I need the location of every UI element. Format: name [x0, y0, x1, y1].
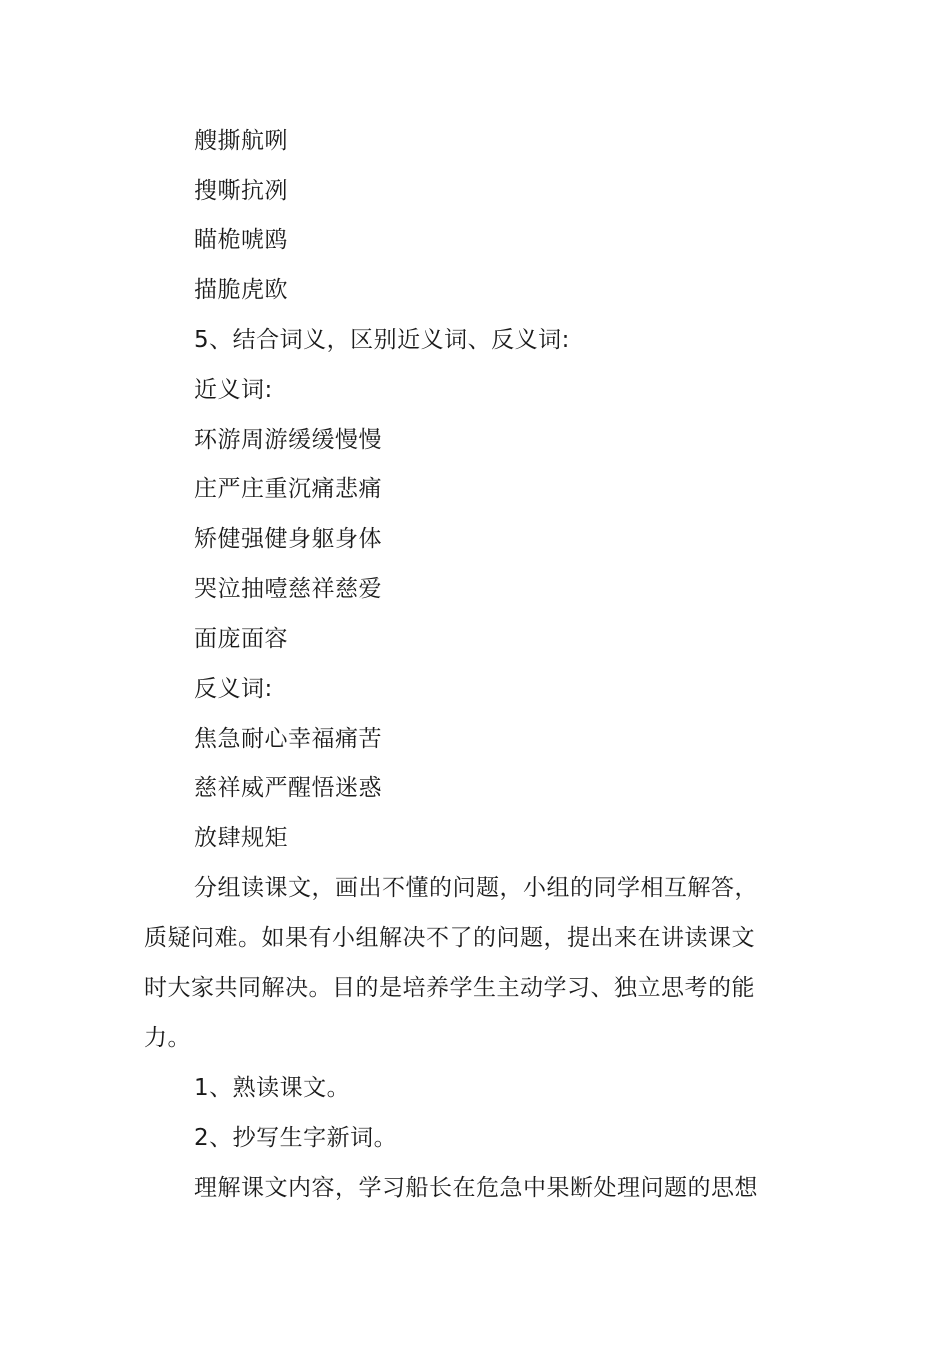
antonyms-label: 反义词: [194, 676, 273, 702]
synonym-row-1: 环游周游缓缓慢慢 [194, 427, 382, 453]
paragraph-line-2: 质疑问难。如果有小组解决不了的问题，提出来在讲读课文 [144, 925, 755, 951]
synonym-row-3: 矫健强健身躯身体 [194, 526, 382, 552]
antonym-row-1: 焦急耐心幸福痛苦 [194, 726, 382, 752]
section-heading-5: 5、结合词义，区别近义词、反义词: [194, 327, 570, 353]
antonym-row-2: 慈祥威严醒悟迷惑 [194, 775, 382, 801]
synonym-row-5: 面庞面容 [194, 626, 288, 652]
synonyms-label: 近义词: [194, 377, 273, 403]
synonym-row-4: 哭泣抽噎慈祥慈爱 [194, 576, 382, 602]
homework-item-2: 2、抄写生字新词。 [194, 1125, 398, 1151]
homework-item-1: 1、熟读课文。 [194, 1075, 351, 1101]
paragraph-line-1: 分组读课文，画出不懂的问题，小组的同学相互解答， [194, 875, 758, 901]
paragraph-line-3: 时大家共同解决。目的是培养学生主动学习、独立思考的能 [144, 975, 755, 1001]
closing-line: 理解课文内容，学习船长在危急中果断处理问题的思想 [194, 1175, 758, 1201]
word-row-2: 搜嘶抗冽 [194, 178, 288, 204]
antonym-row-3: 放肆规矩 [194, 825, 288, 851]
word-row-3: 瞄桅唬鸥 [194, 227, 288, 253]
synonym-row-2: 庄严庄重沉痛悲痛 [194, 476, 382, 502]
word-row-1: 艘撕航咧 [194, 128, 288, 154]
paragraph-line-4: 力。 [144, 1025, 191, 1051]
word-row-4: 描脆虎欧 [194, 277, 288, 303]
